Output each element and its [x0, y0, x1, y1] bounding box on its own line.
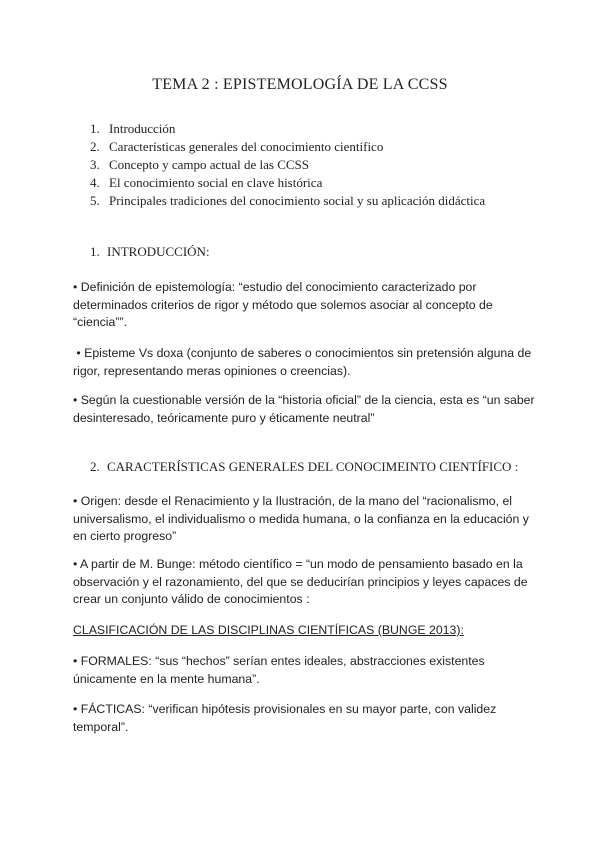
paragraph-line: • Definición de epistemología: “estudio del conocimiento caracterizado por	[73, 280, 477, 294]
section-number: 1.	[90, 244, 100, 259]
paragraph-line: crear un conjunto válido de conocimientos :	[73, 592, 310, 606]
toc-item	[90, 174, 485, 192]
toc-item	[90, 192, 485, 210]
paragraph-line: “ciencia””.	[73, 315, 127, 329]
toc-item-label: Principales tradiciones del conocimiento social y su aplicación didáctica	[109, 193, 486, 208]
section-1-paragraph	[73, 279, 543, 332]
paragraph-line: • A partir de M. Bunge: método científico = “un modo de pensamiento basado en la	[73, 557, 523, 571]
classification-title: CLASIFICACIÓN DE LAS DISCIPLINAS CIENTÍFICAS (BUNGE 2013):	[73, 623, 464, 637]
toc-item-number: 3.	[90, 157, 100, 172]
section-2-heading	[90, 458, 518, 476]
paragraph-line: universalismo, el individualismo o medida humana, o la confianza en la educación y	[73, 511, 529, 526]
toc-item-label: Introducción	[109, 121, 176, 136]
table-of-contents	[90, 120, 485, 210]
toc-item	[90, 156, 485, 174]
toc-item	[90, 120, 485, 138]
paragraph-line: • Según la cuestionable versión de la “historia oficial” de la ciencia, esta es “un saber	[73, 393, 535, 407]
toc-item	[90, 138, 485, 156]
section-1-heading	[90, 243, 210, 261]
paragraph-line: determinados criterios de rigor y método que solemos asociar al concepto de	[73, 297, 493, 312]
paragraph-line: observación y el razonamiento, del que se deducirían principios y leyes capaces de	[73, 574, 528, 589]
document-title: TEMA 2 : EPISTEMOLOGÍA DE LA CCSS	[152, 76, 448, 93]
paragraph-line: • Origen: desde el Renacimiento y la Ilustración, de la mano del “racionalismo, el	[73, 494, 513, 508]
paragraph-line: • Episteme Vs doxa (conjunto de saberes o conocimientos sin pretensión alguna de	[73, 346, 532, 360]
section-number: 2.	[90, 459, 100, 474]
toc-item-number: 2.	[90, 139, 100, 154]
section-2-paragraph	[73, 701, 543, 736]
toc-item-label: Características generales del conocimiento científico	[109, 139, 384, 154]
section-2-paragraph	[73, 556, 543, 609]
paragraph-line: • FÁCTICAS: “verifican hipótesis provisionales en su mayor parte, con validez	[73, 702, 497, 716]
section-title: INTRODUCCIÓN:	[107, 244, 210, 259]
toc-item-label: El conocimiento social en clave histórica	[109, 175, 323, 190]
paragraph-line: temporal”.	[73, 719, 129, 734]
section-2-paragraph	[73, 653, 543, 688]
paragraph-line: • FORMALES: “sus “hechos” serían entes ideales, abstracciones existentes	[73, 654, 485, 668]
toc-item-number: 4.	[90, 175, 100, 190]
paragraph-line: desinteresado, teóricamente puro y éticamente neutral”	[73, 410, 375, 425]
section-title: CARACTERÍSTICAS GENERALES DEL CONOCIMEINTO CIENTÍFICO :	[107, 459, 519, 474]
section-1-paragraph	[73, 392, 543, 427]
section-1-paragraph	[73, 345, 543, 380]
paragraph-line: en cierto progreso”	[73, 529, 177, 543]
paragraph-line: rigor, representando meras opiniones o creencias).	[73, 363, 351, 378]
paragraph-line: únicamente en la mente humana”.	[73, 671, 260, 686]
toc-item-number: 1.	[90, 121, 100, 136]
section-2-paragraph	[73, 493, 543, 546]
toc-item-label: Concepto y campo actual de las CCSS	[109, 157, 310, 172]
toc-item-number: 5.	[90, 193, 100, 208]
